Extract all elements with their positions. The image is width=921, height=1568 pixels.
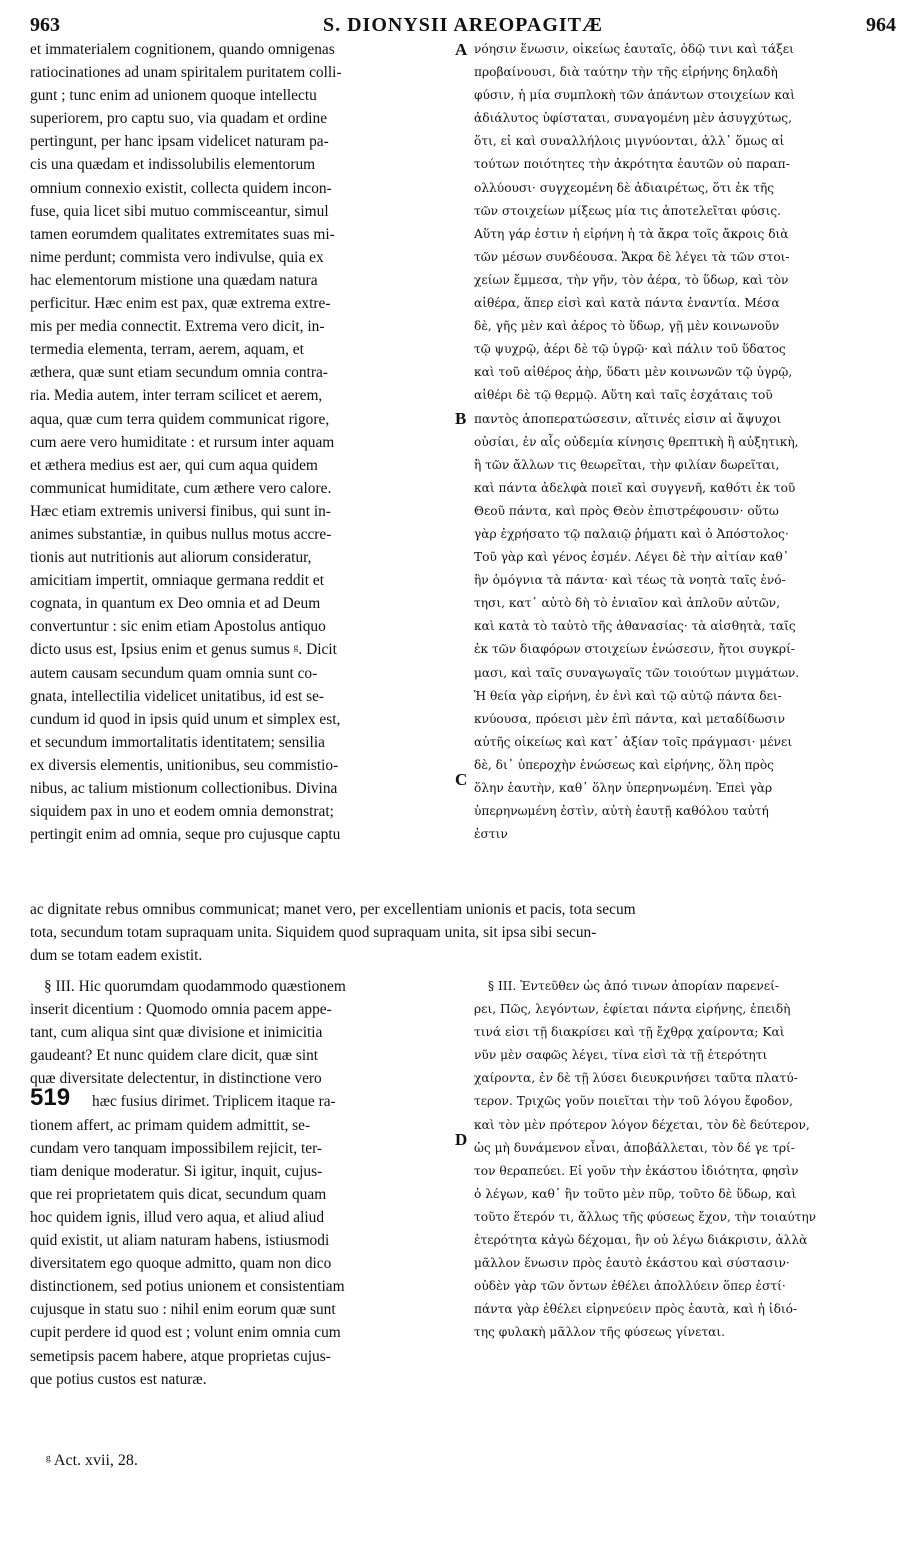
latin-text-line: aqua, quæ cum terra quidem communicat rigore, — [30, 410, 330, 428]
greek-text-line: καὶ πάντα ἀδελφὰ ποιεῖ καὶ συγγενῆ, καθότι ἐκ τοῦ — [474, 480, 796, 495]
latin-column-top — [30, 38, 458, 846]
greek-column-bottom — [474, 975, 898, 1345]
greek-text-line: Τοῦ γὰρ καὶ γένος ἐσμέν. Λέγει δὲ τὴν αἰτίαν καθ᾽ — [474, 550, 789, 565]
greek-text-line: δὲ, δι᾽ ὑπεροχὴν ἑνώσεως καὶ εἰρήνης, ὅλη πρὸς — [474, 757, 774, 772]
greek-text-line: παντὸς ἀποπερατώσεσιν, αἵτινές εἰσιν αἱ ἄψυχοι — [474, 411, 782, 426]
greek-text-line: τον θεραπεύει. Εἰ γοῦν τὴν ἑκάστου ἰδιότητα, φησὶν — [474, 1163, 799, 1178]
greek-text-line: προβαίνουσι, διὰ ταύτην τὴν τῆς εἰρήνης δηλαδὴ — [474, 65, 778, 80]
latin-text-line: semetipsis pacem habere, atque proprietas cujus- — [30, 1347, 331, 1365]
latin-text-line: hæc fusius dirimet. Triplicem itaque ra- — [92, 1093, 336, 1111]
greek-text-line: οὐδὲν γὰρ τῶν ὄντων ἐθέλει ἀπολλύειν ὅπερ ἐστί· — [474, 1279, 786, 1294]
greek-text-line: ὅτι, εἰ καὶ συναλλήλοις μιγνύονται, ἀλλ᾽ ὅμως αἱ — [474, 134, 785, 149]
latin-text-line: quæ diversitate delectentur, in distinctione vero — [30, 1070, 322, 1088]
latin-text-line: gunt ; tunc enim ad unionem quoque intellectu — [30, 87, 317, 105]
latin-column-bottom — [30, 975, 458, 1391]
latin-text-line: dum se totam eadem existit. — [30, 947, 203, 965]
latin-text-line: et æthera medius est aer, qui cum aqua quidem — [30, 456, 318, 474]
section-marker-c: C — [455, 770, 468, 789]
greek-text-line: φύσιν, ἡ μία συμπλοκὴ τῶν ἁπάντων στοιχείων καὶ — [474, 88, 795, 103]
section-marker-b: B — [455, 409, 467, 428]
greek-text-line: ἢ τῶν ἄλλων τις θεωρεῖται, τὴν φιλίαν δωρεῖται, — [474, 457, 780, 472]
greek-text-line: ὑπερηνωμένη ἐστὶν, αὐτὴ ἑαυτῇ καθόλου ταὐτή — [474, 804, 769, 819]
latin-text-line: pertingit enim ad omnia, seque pro cujusque captu — [30, 826, 341, 844]
latin-text-line: hoc quidem ignis, illud vero aqua, et aliud aliud — [30, 1208, 325, 1226]
page-number-right: 964 — [866, 14, 896, 36]
latin-text-line: fuse, quia licet sibi mutuo commisceantur, simul — [30, 202, 329, 220]
latin-text-line: tionis aut nutritionis aut aliorum consideratur, — [30, 549, 312, 567]
margin-column-number: 519 — [30, 1084, 71, 1111]
latin-text-line: hac elementorum mistione una quædam natura — [30, 271, 318, 289]
greek-text-line: ολλύουσι· συγχεομένη δὲ ἀδιαιρέτως, ὅτι ἐκ τῆς — [474, 180, 775, 195]
page-number-left: 963 — [30, 14, 60, 36]
greek-text-line: δὲ, γῆς μὲν καὶ ἀέρος τὸ ὕδωρ, γῇ μὲν κοινωνοῦν — [474, 319, 780, 334]
greek-text-line: τῷ ψυχρῷ, ἀέρι δὲ τῷ ὑγρῷ· καὶ πάλιν τοῦ ὕδατος — [474, 342, 786, 357]
greek-text-line: τούτων ποιότητες τὴν ἀκρότητα ἑαυτῶν οὐ παραπ- — [474, 157, 790, 172]
latin-text-line: termedia elementa, terram, aerem, aquam, et — [30, 341, 304, 359]
latin-text-line: omnium connexio existit, collecta quidem incon- — [30, 179, 332, 197]
latin-text-line: diversitatem ego quoque admitto, quam non dico — [30, 1255, 332, 1273]
greek-text-line: ὁ λέγων, καθ᾽ ἣν τοῦτο μὲν πῦρ, τοῦτο δὲ ὕδωρ, καὶ — [474, 1186, 797, 1201]
latin-text-line: et immaterialem cognitionem, quando omnigenas — [30, 41, 335, 58]
greek-text-line: χείων ἔμμεσα, τὴν γῆν, τὸν ἀέρα, τὸ ὕδωρ, καὶ τὸν — [474, 272, 789, 287]
greek-text-line: τησι, κατ᾽ αὐτὸ δὴ τὸ ἑνιαῖον καὶ ἁπλοῦν αὐτῶν, — [474, 596, 780, 611]
section-marker-a: A — [455, 40, 468, 59]
greek-text-line: νῦν μὲν σαφῶς λέγει, τίνα εἰσὶ τὰ τῇ ἑτερότητι — [474, 1048, 768, 1063]
greek-text-line: ἐκ τῶν διαφόρων στοιχείων ἑνώσεσιν, ἤτοι συγκρί- — [474, 642, 795, 657]
latin-text-line: cupit perdere id quod est ; volunt enim omnia cum — [30, 1324, 341, 1342]
greek-text-line: τῶν μέσων συνδέουσα. Ἄκρα δὲ λέγει τὰ τῶν στοι- — [474, 249, 790, 264]
latin-text-line: cundam vero tanquam impossibilem rejicit, ter- — [30, 1139, 323, 1157]
latin-text-line: cum aere vero humiditate : et rursum inter aquam — [30, 433, 335, 451]
greek-text-line: γὰρ ἐχρήσατο τῷ παλαιῷ ῥήματι καὶ ὁ Ἀπόστολος· — [474, 526, 789, 541]
latin-text-line: superiorem, pro captu suo, via quadam et ordine — [30, 110, 328, 128]
latin-text-line: cognata, in quantum ex Deo omnia et ad Deum — [30, 595, 321, 613]
latin-text-line: ratiocinationes ad unam spiritalem puritatem colli- — [30, 64, 342, 82]
latin-text-line: ex diversis elementis, unitionibus, seu commistio- — [30, 756, 339, 774]
greek-text-line: τῶν στοιχείων μίξεως μία τις ἀποτελεῖται φύσις. — [474, 203, 782, 218]
latin-text-line: inserit dicentium : Quomodo omnia pacem appe- — [30, 1001, 332, 1019]
latin-text-line: nibus, ac talium mistionum collectionibus. Divina — [30, 780, 338, 797]
latin-text-line: mis per media connectit. Extrema vero dicit, in- — [30, 318, 325, 336]
latin-text-line: pertingunt, per hanc ipsam videlicet naturam pa- — [30, 133, 329, 151]
latin-text-line: ria. Media autem, inter terram scilicet et aerem, — [30, 387, 323, 405]
greek-text-line: ἣν ὁμόγνια τὰ πάντα· καὶ τέως τὰ νοητὰ ταῖς ἑνό- — [474, 573, 786, 588]
greek-text-line: Θεοῦ πάντα, καὶ πρὸς Θεὸν ἐπιστρέφουσιν· οὕτω — [474, 503, 779, 518]
greek-column-top — [474, 38, 898, 846]
latin-text-line: dicto usus est, Ipsius enim et genus sumus ᵍ. Dicit — [30, 641, 337, 659]
latin-text-line: et secundum immortalitatis identitatem; sensilia — [30, 733, 325, 751]
greek-text-line: νόησιν ἕνωσιν, οἰκείως ἑαυταῖς, ὁδῷ τινι καὶ τάξει — [474, 42, 794, 56]
greek-text-line: Ἡ θεία γὰρ εἰρήνη, ἐν ἑνὶ καὶ τῷ αὐτῷ πάντα δει- — [474, 688, 782, 703]
greek-text-line: οὐσίαι, ἐν αἷς οὐδεμία κίνησις θρεπτικὴ ἢ αὐξητικὴ, — [474, 434, 799, 449]
latin-text-line: tionem affert, ac primam quidem admittit, se- — [30, 1116, 311, 1134]
footnote: ᵍ Act. xvii, 28. — [46, 1452, 138, 1469]
latin-text-line: distinctionem, sed potius unionem et consistentiam — [30, 1278, 345, 1296]
greek-text-line: κνύουσα, πρόεισι μὲν ἐπὶ πάντα, καὶ μεταδίδωσιν — [474, 711, 785, 726]
latin-text-line: que rei proprietatem quis dicat, secundum quam — [30, 1185, 327, 1203]
latin-text-line: animes substantiæ, in quibus nullus motus accre- — [30, 525, 332, 543]
greek-text-line: ἑτερότητα κἀγὼ δέχομαι, ἣν οὐ λέγω διάκρισιν, ἀλλὰ — [474, 1233, 808, 1248]
latin-text-line: cis una quædam et indissolubilis elementorum — [30, 156, 316, 174]
greek-text-line: ὡς μὴ δυνάμενον εἶναι, ἀποβάλλεται, τὸν δέ γε τρί- — [474, 1140, 795, 1155]
latin-text-line: que potius custos est naturæ. — [30, 1370, 207, 1388]
latin-text-line: cundum id quod in ipsis quid unum et simplex est, — [30, 710, 341, 728]
latin-text-line: convertuntur : sic enim etiam Apostolus antiquo — [30, 618, 326, 636]
greek-text-line: μᾶλλον ἕνωσιν πρὸς ἑαυτὸ ἑκάστου καὶ σύστασιν· — [474, 1256, 790, 1271]
greek-text-line: ρει, Πῶς, λεγόντων, ἐφίεται πάντα εἰρήνης, ἐπειδὴ — [474, 1002, 791, 1017]
greek-text-line: αἰθέρα, ἅπερ εἰσὶ καὶ κατὰ πάντα ἐναντία. Μέσα — [474, 296, 780, 311]
latin-text-line: tiam denique moderatur. Si igitur, inquit, cujus- — [30, 1162, 323, 1180]
greek-text-line: § III. Ἐντεῦθεν ὡς ἀπό τινων ἀπορίαν παρενεί- — [488, 979, 779, 993]
greek-text-line: καὶ κατὰ τὸ ταὐτὸ τῆς ἀθανασίας· τὰ αἰσθητὰ, ταῖς — [474, 619, 796, 634]
latin-text-line: tamen eorumdem qualitates extremitates suas mi- — [30, 225, 335, 243]
latin-text-line: Hæc etiam extremis universi finibus, qui sunt in- — [30, 502, 331, 520]
latin-text-line: gnata, intellectilia videlicet unitatibus, id est se- — [30, 687, 325, 705]
greek-text-line: μασι, καὶ ταῖς συναγωγαῖς τῶν τοιούτων μιγμάτων. — [474, 665, 800, 680]
greek-text-line: ἀδιάλυτος ὑφίσταται, συναγομένη μὲν ἀσυγχύτως, — [474, 111, 792, 126]
section-marker-d: D — [455, 1130, 468, 1149]
latin-text-line: æthera, quæ sunt etiam secundum omnia contra- — [30, 364, 328, 382]
latin-text-line: quid existit, ut aliam naturam habens, istiusmodi — [30, 1232, 330, 1250]
greek-text-line: ὅλην ἑαυτὴν, καθ᾽ ὅλην ὑπερηνωμένη. Ἐπεὶ γὰρ — [474, 781, 773, 795]
running-title: S. DIONYSII AREOPAGITÆ — [322, 14, 604, 36]
latin-text-line: nime perdunt; commista vero indivulse, quia ex — [30, 248, 324, 266]
greek-text-line: πάντα γὰρ ἐθέλει εἰρηνεύειν πρὸς ἑαυτὰ, καὶ ἡ ἰδιό- — [474, 1302, 798, 1317]
latin-text-line: ac dignitate rebus omnibus communicat; manet vero, per excellentiam unionis et pacis, tota secum — [30, 901, 636, 918]
latin-text-line: autem causam secundum quam omnia sunt co- — [30, 664, 318, 682]
latin-text-line: communicat humiditate, cum æthere vero calore. — [30, 479, 332, 497]
latin-text-line: cujusque in statu suo : nihil enim eorum quæ sunt — [30, 1301, 336, 1319]
latin-text-line: gaudeant? Et nunc quidem clare dicit, quæ sint — [30, 1047, 319, 1065]
latin-text-line: tota, secundum totam supraquam unita. Siquidem quod supraquam unita, sit ipsa sibi secun- — [30, 924, 597, 942]
greek-text-line: αὐτῆς οἰκείως καὶ κατ᾽ ἀξίαν τοῖς πράγμασι· μένει — [474, 734, 793, 749]
latin-text-line: tant, cum aliqua sint quæ divisione et inimicitia — [30, 1024, 323, 1042]
greek-text-line: τοῦτο ἕτερόν τι, ἄλλως τῆς φύσεως ἔχον, τὴν τοιαύτην — [474, 1209, 817, 1224]
latin-text-line: § III. Hic quorumdam quodammodo quæstionem — [44, 978, 346, 995]
latin-full-width-text — [30, 898, 896, 967]
greek-text-line: της φυλακὴ μᾶλλον τῆς φύσεως γίνεται. — [474, 1325, 726, 1340]
latin-text-line: siquidem pax in uno et eodem omnia demonstrat; — [30, 803, 334, 821]
greek-text-line: τινά εἰσι τῇ διακρίσει καὶ τῇ ἔχθρᾳ χαίροντα; Καὶ — [474, 1025, 785, 1040]
greek-text-line: τερον. Τριχῶς γοῦν ποιεῖται τὴν τοῦ λόγου ἔφοδον, — [474, 1094, 793, 1109]
latin-text-line: amicitiam impertit, omniaque germana reddit et — [30, 572, 325, 590]
greek-text-line: αἰθέρι δὲ τῷ θερμῷ. Αὕτη καὶ ταῖς ἐσχάταις τοῦ — [474, 388, 773, 403]
greek-text-line: καὶ τὸν μὲν πρότερον λόγον δέχεται, τὸν δὲ δεύτερον, — [474, 1117, 810, 1132]
greek-text-line: καὶ τοῦ αἰθέρος ἀὴρ, ὕδατι μὲν κοινωνῶν τῷ ὑγρῷ, — [474, 365, 793, 380]
greek-text-line: χαίροντα, ἐν δὲ τῇ λύσει διευκρινήσει ταῦτα πλατύ- — [474, 1071, 798, 1086]
greek-text-line: ἐστιν — [474, 827, 508, 842]
latin-text-line: perficitur. Hæc enim est pax, quæ extrema extre- — [30, 295, 331, 313]
greek-text-line: Αὕτη γάρ ἐστιν ἡ εἰρήνη ἡ τὰ ἄκρα τοῖς ἄκροις διὰ — [474, 226, 789, 241]
